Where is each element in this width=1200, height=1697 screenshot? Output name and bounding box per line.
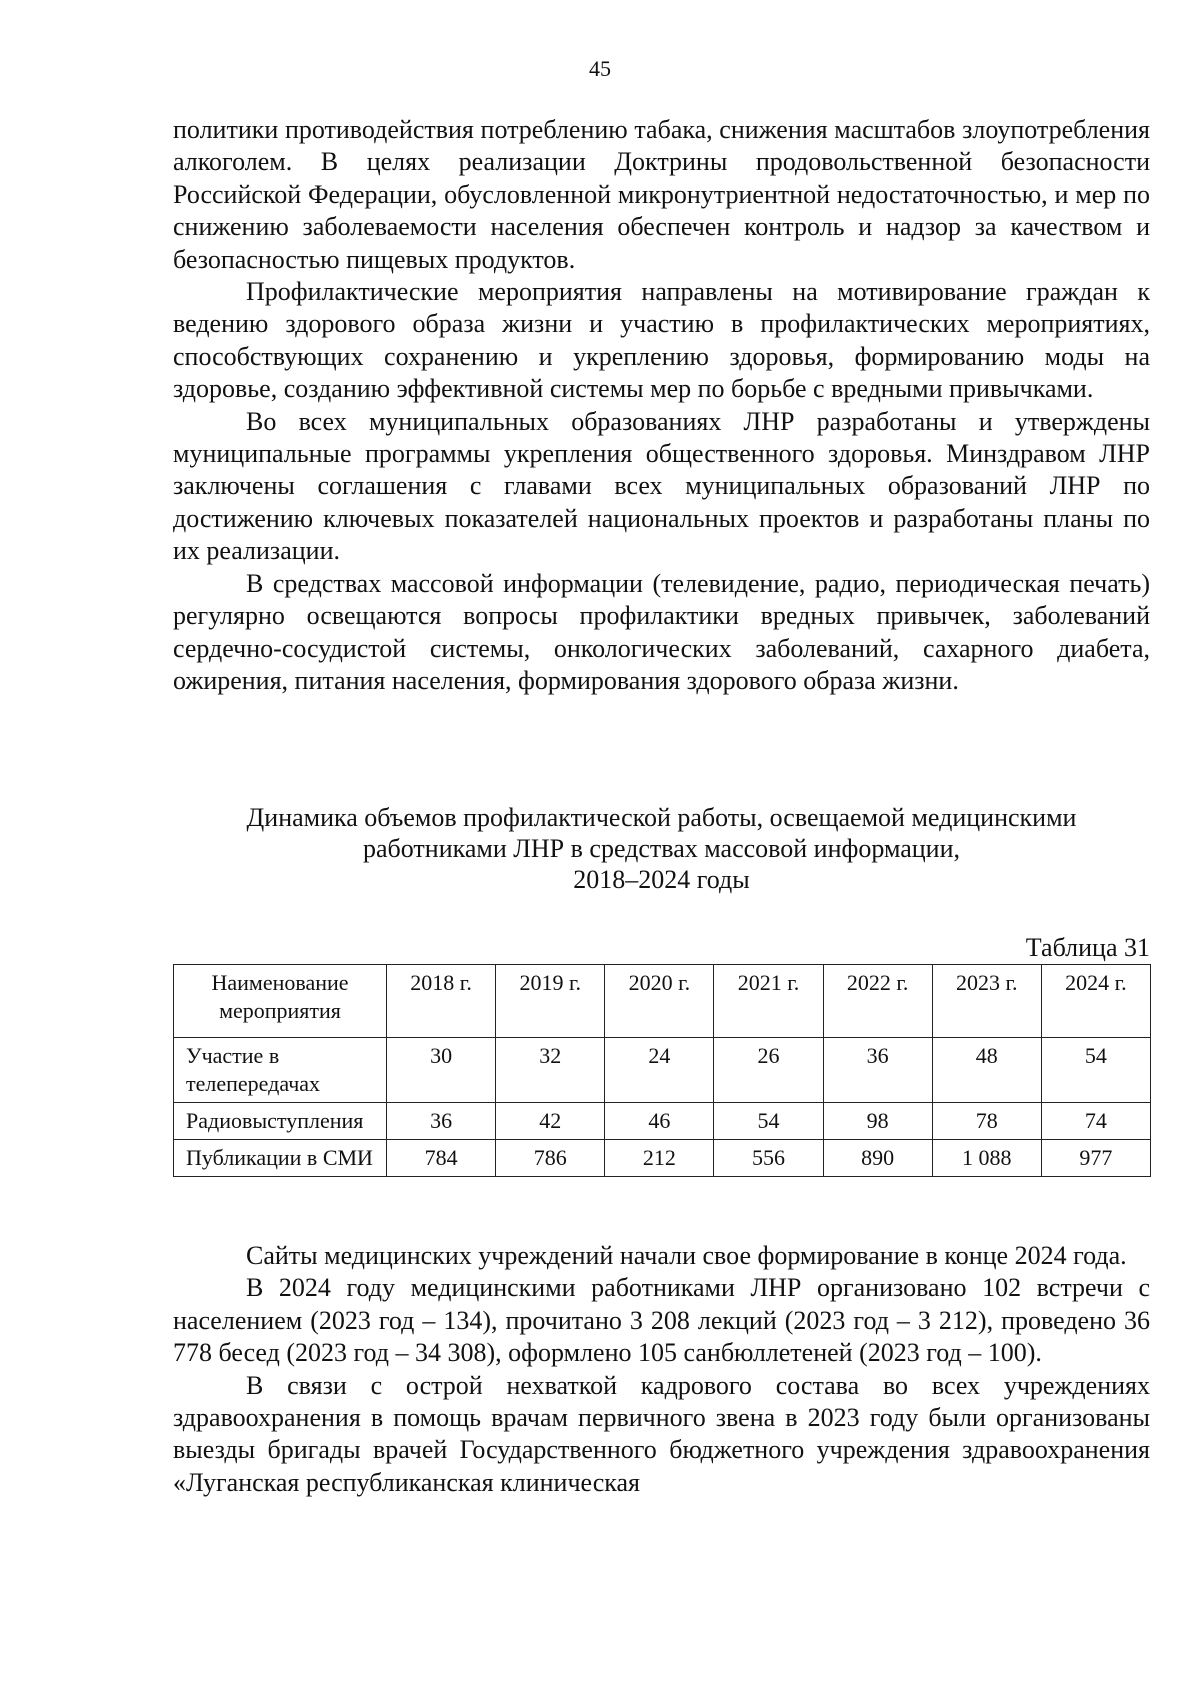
table-cell: Радиовыступления bbox=[174, 1103, 387, 1140]
table-cell: 1 088 bbox=[932, 1140, 1041, 1177]
table-row bbox=[174, 1140, 1151, 1177]
table-cell: 36 bbox=[823, 1038, 932, 1103]
paragraph: Профилактические мероприятия направлены на мотивирование граждан к ведению здорового образа жизни и участию в профилактических мероприятиях, способствующих сохранению и укреплению здоровья, формированию моды на здоровье, созданию эффективной системы мер по борьбе с вредными привычками. bbox=[173, 277, 1150, 404]
table-header-row bbox=[174, 965, 1151, 1038]
table-title-line: Динамика объемов профилактической работы, освещаемой медицинскими bbox=[246, 803, 1077, 832]
table-cell: 48 bbox=[932, 1038, 1041, 1103]
table-caption: Таблица 31 bbox=[1025, 933, 1150, 962]
table-cell: 54 bbox=[714, 1103, 823, 1140]
table-cell: 98 bbox=[823, 1103, 932, 1140]
page-number: 45 bbox=[589, 56, 611, 81]
column-header: 2019 г. bbox=[496, 965, 605, 1038]
column-header: 2020 г. bbox=[605, 965, 714, 1038]
body-text-top bbox=[173, 114, 1150, 697]
table-cell: 30 bbox=[387, 1038, 496, 1103]
table-cell: 890 bbox=[823, 1140, 932, 1177]
table-cell: 977 bbox=[1041, 1140, 1150, 1177]
paragraph: Сайты медицинских учреждений начали свое формирование в конце 2024 года. bbox=[246, 1241, 1127, 1270]
table-cell: 54 bbox=[1041, 1038, 1150, 1103]
table-cell: 36 bbox=[387, 1103, 496, 1140]
table-cell: 78 bbox=[932, 1103, 1041, 1140]
column-header: 2022 г. bbox=[823, 965, 932, 1038]
paragraph: В 2024 году медицинскими работниками ЛНР организовано 102 встречи с населением (2023 год – 134), прочитано 3 208 лекций (2023 год – 3 212), проведено 36 778 бесед (2023 год – 34 308), оформлено 105 санбюллетеней (2023 год – 100). bbox=[173, 1273, 1150, 1368]
table-cell: 42 bbox=[496, 1103, 605, 1140]
paragraph: В связи с острой нехваткой кадрового состава во всех учреждениях здравоохранения в помощь врачам первичного звена в 2023 году были организованы выезды бригады врачей Государственного бюджетного учреждения здравоохранения «Луганская республиканская клиническая bbox=[173, 1370, 1150, 1497]
table-cell: 786 bbox=[496, 1140, 605, 1177]
table-cell: 784 bbox=[387, 1140, 496, 1177]
table-title-line: 2018–2024 годы bbox=[573, 865, 750, 894]
paragraph: политики противодействия потреблению табака, снижения масштабов злоупотребления алкоголем. В целях реализации Доктрины продовольственной безопасности Российской Федерации, обусловленной микронутриентной недостаточностью, и мер по снижению заболеваемости населения обеспечен контроль и надзор за качеством и безопасностью пищевых продуктов. bbox=[173, 115, 1150, 274]
table-cell: 556 bbox=[714, 1140, 823, 1177]
column-header: 2018 г. bbox=[387, 965, 496, 1038]
table-cell: 24 bbox=[605, 1038, 714, 1103]
column-header: 2021 г. bbox=[714, 965, 823, 1038]
table-cell: 74 bbox=[1041, 1103, 1150, 1140]
table-row bbox=[174, 1038, 1151, 1103]
column-header: 2023 г. bbox=[932, 965, 1041, 1038]
table-title-line: работниками ЛНР в средствах массовой информации, bbox=[363, 834, 960, 863]
table-cell: 32 bbox=[496, 1038, 605, 1103]
table-cell: 46 bbox=[605, 1103, 714, 1140]
data-table bbox=[173, 964, 1151, 1177]
column-header: 2024 г. bbox=[1041, 965, 1150, 1038]
table-cell: Публикации в СМИ bbox=[174, 1140, 387, 1177]
table-row bbox=[174, 1103, 1151, 1140]
table-title bbox=[173, 802, 1150, 895]
column-header: Наименование мероприятия bbox=[174, 965, 387, 1038]
paragraph: В средствах массовой информации (телевидение, радио, периодическая печать) регулярно освещаются вопросы профилактики вредных привычек, заболеваний сердечно-сосудистой системы, онкологических заболеваний, сахарного диабета, ожирения, питания населения, формирования здорового образа жизни. bbox=[173, 568, 1150, 695]
table-cell: 26 bbox=[714, 1038, 823, 1103]
body-text-bottom bbox=[173, 1240, 1150, 1499]
table-cell: 212 bbox=[605, 1140, 714, 1177]
paragraph: Во всех муниципальных образованиях ЛНР разработаны и утверждены муниципальные программы укрепления общественного здоровья. Минздравом ЛНР заключены соглашения с главами всех муниципальных образований ЛНР по достижению ключевых показателей национальных проектов и разработаны планы по их реализации. bbox=[173, 406, 1150, 566]
table-cell: Участие в телепередачах bbox=[174, 1038, 387, 1103]
